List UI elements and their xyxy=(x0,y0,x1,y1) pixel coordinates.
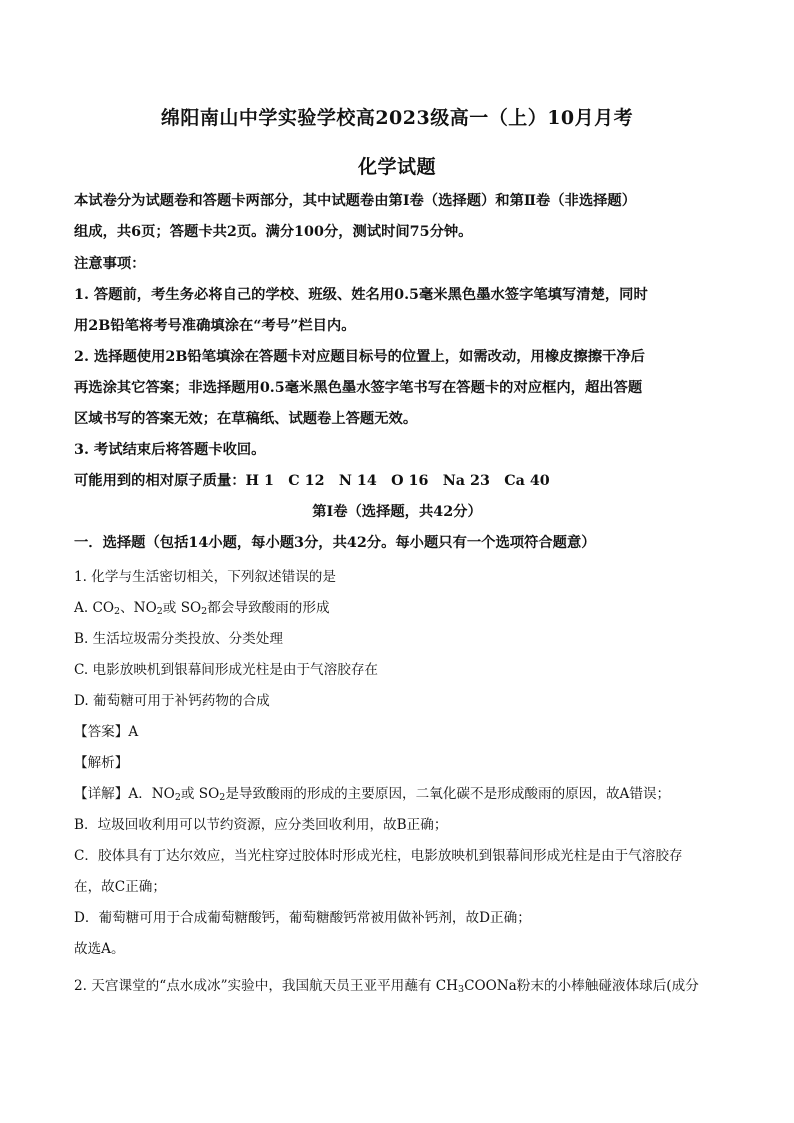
question-2-stem: 2. 天宫课堂的“点水成冰”实验中，我国航天员王亚平用蘸有 $CH_3COONa$粉末的小棒触碰液体球后(成分 xyxy=(74,978,699,995)
notice-heading: 注意事项： xyxy=(74,256,146,272)
question-1-option-b: B. 生活垃圾需分类投放、分类处理 xyxy=(74,631,283,647)
notice-item-2-line-3: 区域书写的答案无效；在草稿纸、试题卷上答题无效。 xyxy=(74,411,418,427)
exam-subtitle: 化学试题 xyxy=(357,156,436,178)
notice-item-1-line-1: 1. 答题前，考生务必将自己的学校、班级、姓名用0.5毫米黑色墨水签字笔填写清楚，同时 xyxy=(74,287,648,303)
notice-item-2-line-1: 2. 选择题使用2B铅笔填涂在答题卡对应题目标号的位置上，如需改动，用橡皮擦擦干净后 xyxy=(74,349,645,365)
exam-title: 绵阳南山中学实验学校高2023级高一（上）10月月考 xyxy=(160,107,634,129)
detail-line-d: D．葡萄糖可用于合成葡萄糖酸钙，葡萄糖酸钙常被用做补钙剂，故D正确； xyxy=(74,910,531,926)
question-1-option-c: C. 电影放映机到银幕间形成光柱是由于气溶胶存在 xyxy=(74,662,379,678)
answer-tag: 【答案】A xyxy=(74,724,139,740)
detail-line-c-1: C．胶体具有丁达尔效应，当光柱穿过胶体时形成光柱，电影放映机到银幕间形成光柱是由于气溶胶存 xyxy=(74,848,683,864)
intro-line-1: 本试卷分为试题卷和答题卡两部分，其中试题卷由第Ⅰ卷（选择题）和第Ⅱ卷（非选择题） xyxy=(74,193,637,209)
detail-line-b: B．垃圾回收利用可以节约资源，应分类回收利用，故B正确； xyxy=(74,817,448,833)
conclusion: 故选A。 xyxy=(74,941,125,957)
question-1-option-d: D. 葡萄糖可用于补钙药物的合成 xyxy=(74,693,270,709)
question-1-stem: 1. 化学与生活密切相关，下列叙述错误的是 xyxy=(74,569,336,585)
intro-line-2: 组成，共6页；答题卡共2页。满分100分，测试时间75分钟。 xyxy=(74,224,473,240)
notice-item-1-line-2: 用2B铅笔将考号准确填涂在“考号”栏目内。 xyxy=(74,318,356,334)
atomic-masses: 可能用到的相对原子质量：H 1 C 12 N 14 O 16 Na 23 Ca 40 xyxy=(74,473,550,489)
question-1-option-a: A. $CO_2$、$NO_2$或 $SO_2$都会导致酸雨的形成 xyxy=(74,600,330,617)
part-heading: 一．选择题（包括14小题，每小题3分，共42分。每小题只有一个选项符合题意） xyxy=(74,535,596,551)
detail-line-c-2: 在，故C正确； xyxy=(74,879,166,895)
analysis-tag: 【解析】 xyxy=(74,755,129,771)
detail-line-a: 【详解】A．$NO_2$或 $SO_2$是导致酸雨的形成的主要原因，二氧化碳不是形成酸雨的原因，故A错误； xyxy=(74,786,671,803)
notice-item-3: 3. 考试结束后将答题卡收回。 xyxy=(74,442,266,458)
notice-item-2-line-2: 再选涂其它答案；非选择题用0.5毫米黑色墨水签字笔书写在答题卡的对应框内，超出答题 xyxy=(74,380,643,396)
section-heading: 第Ⅰ卷（选择题，共42分） xyxy=(312,504,482,520)
